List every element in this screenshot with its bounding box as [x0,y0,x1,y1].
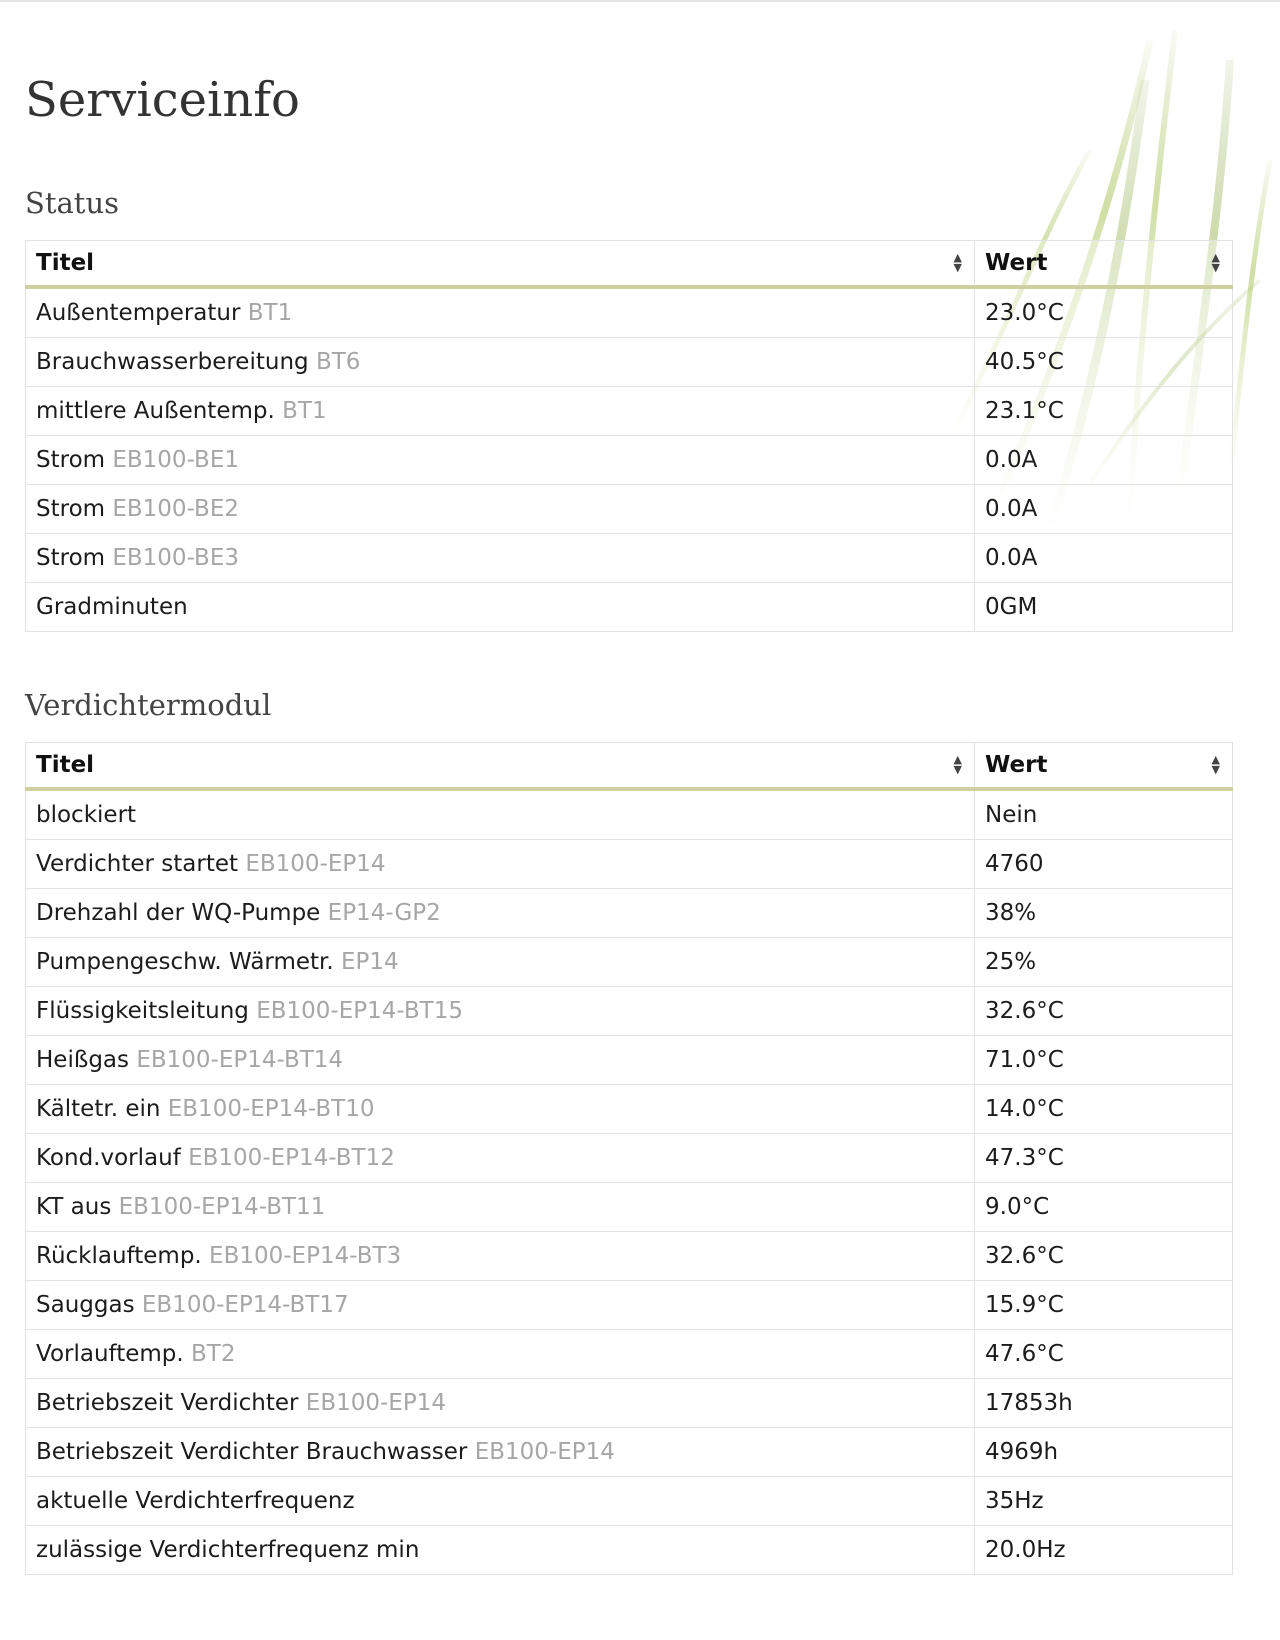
row-title [26,387,975,436]
row-title [26,534,975,583]
table-row [26,1183,1233,1232]
row-value: 47.3°C [975,1134,1233,1183]
row-value: 71.0°C [975,1036,1233,1085]
row-label: Betriebszeit Verdichter [36,1390,299,1416]
row-title [26,485,975,534]
row-code: EB100-BE1 [112,447,239,473]
sort-icon: ▲ ▼ [1211,753,1220,776]
row-value: 35Hz [975,1477,1233,1526]
row-value: 9.0°C [975,1183,1233,1232]
status-table [25,240,1233,632]
row-code: EB100-EP14 [245,851,386,877]
compressor-table-body [26,789,1233,1575]
table-row [26,583,1233,632]
sort-icon: ▲ ▼ [953,753,962,776]
row-value: 47.6°C [975,1330,1233,1379]
page-title: Serviceinfo [25,72,300,128]
top-divider [0,0,1280,2]
status-heading: Status [25,186,120,220]
sort-icon: ▲ ▼ [953,251,962,274]
row-title [26,1526,975,1575]
row-code: EB100-EP14-BT12 [188,1145,395,1171]
row-title [26,938,975,987]
sort-icon: ▲ ▼ [1211,251,1220,274]
row-code: EB100-EP14 [474,1439,615,1465]
column-value-label: Wert [985,752,1048,778]
row-label: Strom [36,447,106,473]
row-value: 20.0Hz [975,1526,1233,1575]
row-label: aktuelle Verdichterfrequenz [36,1488,355,1514]
row-label: Verdichter startet [36,851,239,877]
row-code: EB100-EP14 [305,1390,446,1416]
row-value: 17853h [975,1379,1233,1428]
row-value: 32.6°C [975,1232,1233,1281]
table-row [26,1379,1233,1428]
row-label: Kond.vorlauf [36,1145,181,1171]
row-label: Sauggas [36,1292,135,1318]
row-code: EP14-GP2 [327,900,441,926]
row-label: Gradminuten [36,594,188,620]
compressor-table [25,742,1233,1575]
column-title-label: Titel [36,752,95,778]
row-title [26,1477,975,1526]
table-row [26,1134,1233,1183]
status-column-title[interactable] [26,241,975,288]
row-value: 40.5°C [975,338,1233,387]
row-code: BT2 [191,1341,236,1367]
row-title [26,1281,975,1330]
row-title [26,1232,975,1281]
table-row [26,987,1233,1036]
table-row [26,789,1233,840]
row-label: zulässige Verdichterfrequenz min [36,1537,420,1563]
row-title [26,338,975,387]
table-row [26,1085,1233,1134]
row-title [26,1183,975,1232]
table-row [26,1428,1233,1477]
row-value: 4760 [975,840,1233,889]
row-value: 23.0°C [975,287,1233,338]
row-value: 0.0A [975,534,1233,583]
row-code: EB100-EP14-BT17 [141,1292,349,1318]
row-value: 25% [975,938,1233,987]
row-label: Heißgas [36,1047,129,1073]
table-row [26,436,1233,485]
row-code: BT6 [315,349,361,375]
row-title [26,583,975,632]
row-label: Vorlauftemp. [36,1341,184,1367]
row-label: Strom [36,496,106,522]
row-value: 0GM [975,583,1233,632]
row-code: EB100-EP14-BT10 [167,1096,375,1122]
row-code: EB100-EP14-BT11 [118,1194,326,1220]
row-label: Kältetr. ein [36,1096,161,1122]
row-code: EB100-EP14-BT14 [136,1047,344,1073]
table-row [26,534,1233,583]
row-title [26,1085,975,1134]
row-title [26,889,975,938]
table-row [26,840,1233,889]
row-value: 15.9°C [975,1281,1233,1330]
table-row [26,387,1233,436]
table-row [26,287,1233,338]
row-title [26,840,975,889]
row-value: 38% [975,889,1233,938]
compressor-column-value[interactable] [975,743,1233,790]
row-title [26,1330,975,1379]
row-title [26,287,975,338]
table-row [26,1036,1233,1085]
column-value-label: Wert [985,250,1048,276]
compressor-table-header [26,743,1233,790]
table-row [26,1281,1233,1330]
table-row [26,485,1233,534]
row-value: Nein [975,789,1233,840]
row-value: 4969h [975,1428,1233,1477]
row-label: blockiert [36,802,137,828]
row-label: Brauchwasserbereitung [36,349,309,375]
table-row [26,1477,1233,1526]
table-row [26,1330,1233,1379]
table-row [26,938,1233,987]
row-code: EP14 [341,949,399,975]
table-row [26,1232,1233,1281]
row-label: Außentemperatur [36,300,241,326]
row-code: EB100-EP14-BT15 [256,998,463,1024]
status-column-value[interactable] [975,241,1233,288]
row-value: 0.0A [975,436,1233,485]
row-code: EB100-BE2 [112,496,239,522]
row-title [26,436,975,485]
row-value: 0.0A [975,485,1233,534]
row-value: 14.0°C [975,1085,1233,1134]
row-title [26,1379,975,1428]
status-table-body [26,287,1233,632]
compressor-column-title[interactable] [26,743,975,790]
row-value: 23.1°C [975,387,1233,436]
row-title [26,1036,975,1085]
row-code: BT1 [282,398,327,424]
row-code: BT1 [247,300,293,326]
table-row [26,1526,1233,1575]
status-table-header [26,241,1233,288]
row-label: Strom [36,545,106,571]
row-label: Flüssigkeitsleitung [36,998,249,1024]
row-title [26,987,975,1036]
column-title-label: Titel [36,250,95,276]
compressor-heading: Verdichtermodul [25,688,272,722]
row-label: Pumpengeschw. Wärmetr. [36,949,334,975]
row-label: mittlere Außentemp. [36,398,275,424]
table-row [26,338,1233,387]
table-row [26,889,1233,938]
row-label: Betriebszeit Verdichter Brauchwasser [36,1439,468,1465]
row-title [26,1428,975,1477]
row-title [26,789,975,840]
row-label: KT aus [36,1194,112,1220]
row-value: 32.6°C [975,987,1233,1036]
row-code: EB100-BE3 [112,545,239,571]
row-title [26,1134,975,1183]
row-label: Rücklauftemp. [36,1243,202,1269]
row-code: EB100-EP14-BT3 [209,1243,402,1269]
row-label: Drehzahl der WQ-Pumpe [36,900,321,926]
